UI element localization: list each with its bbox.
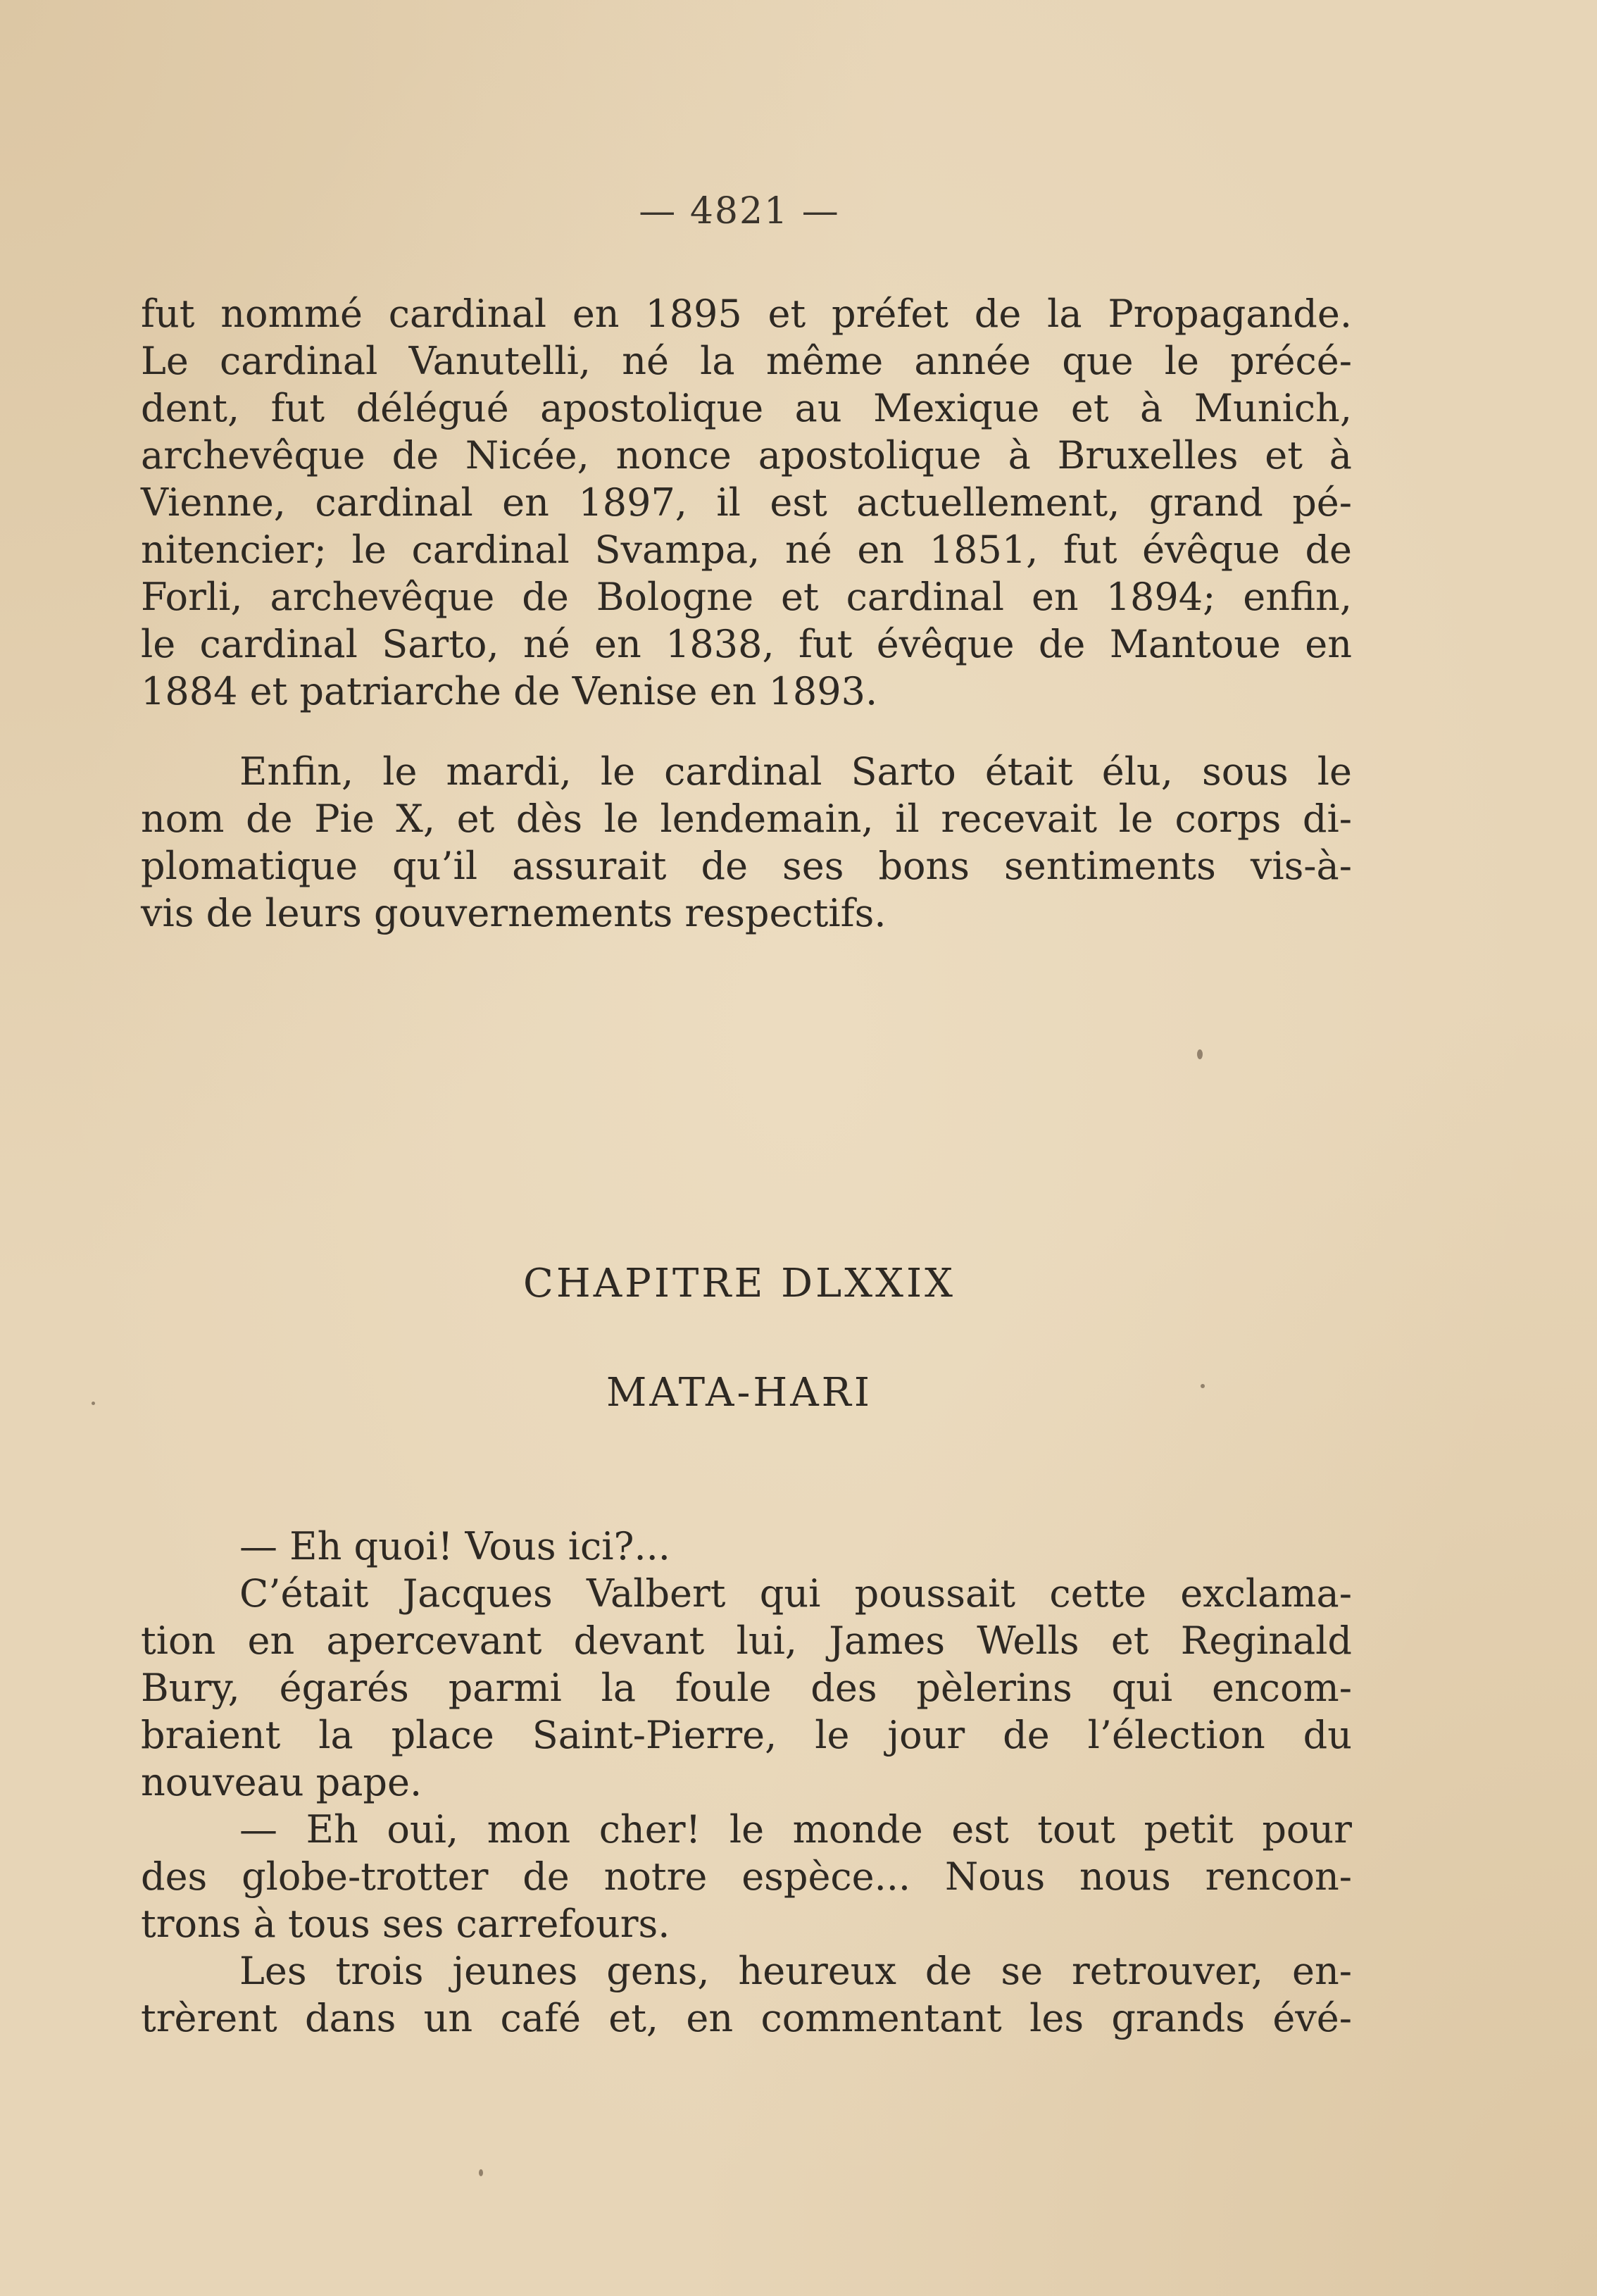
text-line: Vienne, cardinal en 1897, il est actuellement, grand pé- (141, 480, 1352, 525)
text-line: des globe-trotter de notre espèce... Nous nous rencon- (141, 1854, 1352, 1899)
text-line: trons à tous ses carrefours. (141, 1902, 670, 1946)
text-line: Le cardinal Vanutelli, né la même année que le précé- (141, 339, 1352, 383)
text-line: nom de Pie X, et dès le lendemain, il recevait le corps di- (141, 797, 1352, 841)
text-line: tion en apercevant devant lui, James Wells et Reginald (141, 1618, 1352, 1663)
text-line: Les trois jeunes gens, heureux de se retrouver, en- (239, 1949, 1352, 1993)
text-line: fut nommé cardinal en 1895 et préfet de la Propagande. (141, 292, 1352, 336)
text-line: Enfin, le mardi, le cardinal Sarto était élu, sous le (239, 749, 1352, 794)
paper-speck (479, 2169, 483, 2176)
chapter-subtitle: MATA-HARI (606, 1370, 872, 1416)
paragraph-continuation (141, 290, 1352, 715)
paper-speck (92, 1402, 95, 1405)
text-line: 1884 et patriarche de Venise en 1893. (141, 669, 878, 713)
paragraph-election (141, 748, 1352, 937)
paper-speck (1197, 1049, 1203, 1059)
text-line: Bury, égarés parmi la foule des pèlerins qui encom- (141, 1666, 1352, 1710)
text-line: nouveau pape. (141, 1760, 422, 1804)
text-line: — Eh oui, mon cher! le monde est tout petit pour (239, 1807, 1352, 1852)
text-line: archevêque de Nicée, nonce apostolique à Bruxelles et à (141, 433, 1352, 478)
text-line: — Eh quoi! Vous ici?... (239, 1524, 670, 1568)
text-line: vis de leurs gouvernements respectifs. (141, 891, 887, 935)
paper-speck (1201, 1384, 1205, 1388)
text-line: braient la place Saint-Pierre, le jour de l’élection du (141, 1713, 1352, 1757)
text-line: nitencier; le cardinal Svampa, né en 1851, fut évêque de (141, 528, 1352, 572)
text-line: trèrent dans un café et, en commentant les grands évé- (141, 1996, 1352, 2040)
text-line: plomatique qu’il assurait de ses bons sentiments vis-à- (141, 844, 1352, 888)
chapter-title: CHAPITRE DLXXIX (523, 1261, 956, 1306)
page-number: — 4821 — (639, 190, 840, 232)
text-line: dent, fut délégué apostolique au Mexique et à Munich, (141, 386, 1352, 430)
text-line: C’était Jacques Valbert qui poussait cette exclama- (239, 1571, 1352, 1616)
text-line: Forli, archevêque de Bologne et cardinal en 1894; enfin, (141, 575, 1352, 619)
text-line: le cardinal Sarto, né en 1838, fut évêque de Mantoue en (141, 622, 1352, 666)
chapter-body (141, 1523, 1352, 2042)
